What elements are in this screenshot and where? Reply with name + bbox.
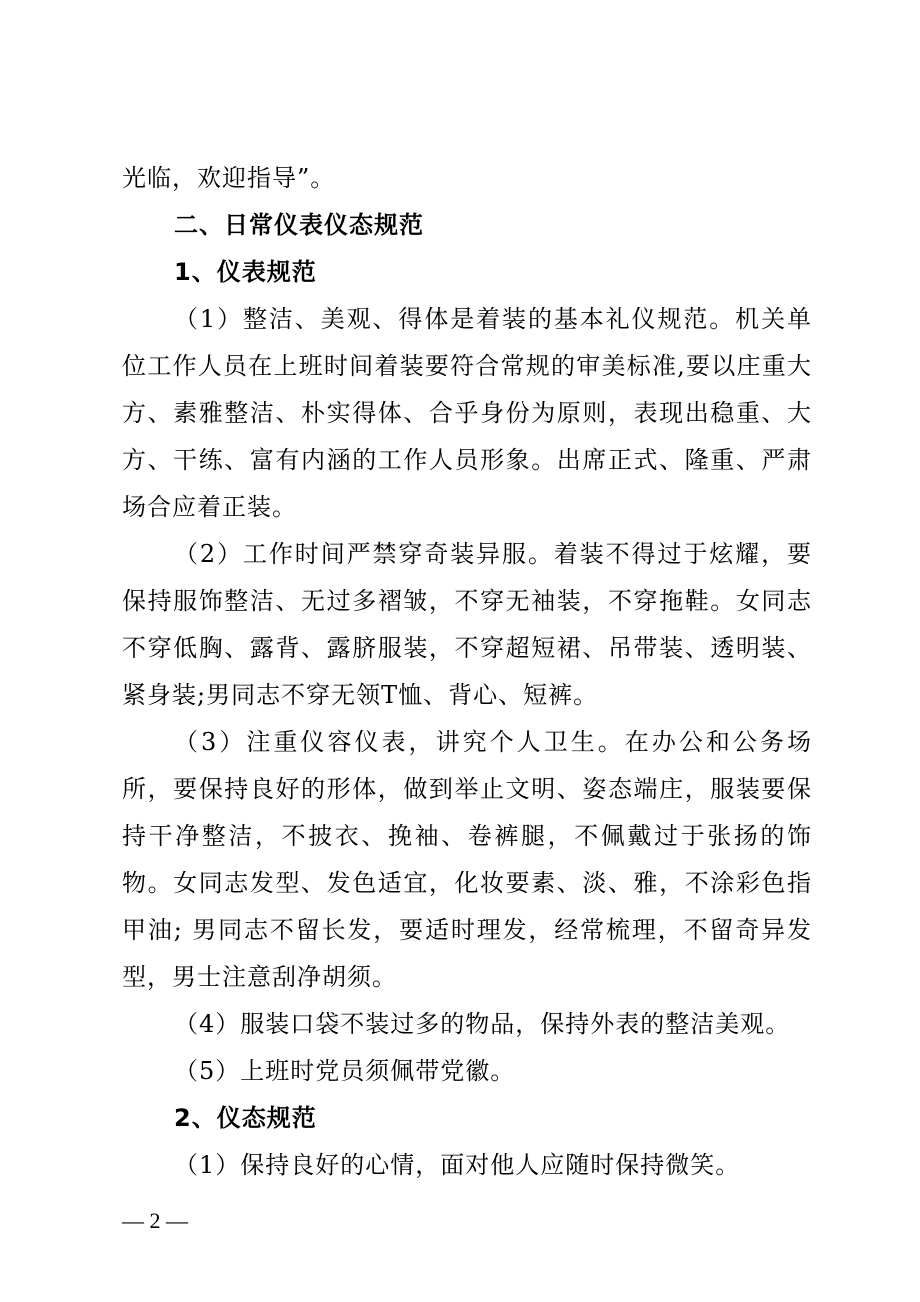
paragraph-pockets: （4）服装口袋不装过多的物品，保持外表的整洁美观。	[174, 1010, 791, 1038]
page-number: — 2 —	[122, 1208, 188, 1233]
paragraph-grooming: （3）注重仪容仪表，讲究个人卫生。在办公和公务场所，要保持良好的形体，做到举止文明、姿态端庄，服装要保持干净整洁，不披衣、挽袖、卷裤腿，不佩戴过于张扬的饰物。女同志发型、发色适宜，化妆要素、淡、雅，不涂彩色指甲油; 男同志不留长发，要适时理发，经常梳理，不留奇异发型，男士注意刮净胡须。	[122, 728, 812, 991]
paragraph-dress-prohibitions: （2）工作时间严禁穿奇装异服。着装不得过于炫耀，要保持服饰整洁、无过多褶皱，不穿无袖装，不穿拖鞋。女同志不穿低胸、露背、露脐服装，不穿超短裙、吊带装、透明装、紧身装;男同志不穿无领T恤、背心、短裤。	[122, 540, 812, 709]
paragraph-smile: （1）保持良好的心情，面对他人应随时保持微笑。	[174, 1151, 741, 1179]
paragraph-party-badge: （5）上班时党员须佩带党徽。	[174, 1057, 516, 1085]
subsection-heading-demeanor: 2、仪态规范	[174, 1104, 317, 1132]
document-body	[122, 155, 812, 1189]
paragraph-continuation: 光临，欢迎指导”。	[122, 164, 336, 192]
paragraph-dress-principles: （1）整洁、美观、得体是着装的基本礼仪规范。机关单位工作人员在上班时间着装要符合常规的审美标准,要以庄重大方、素雅整洁、朴实得体、合乎身份为原则，表现出稳重、大方、干练、富有内涵的工作人员形象。出席正式、隆重、严肃场合应着正装。	[122, 305, 812, 521]
section-heading: 二、日常仪表仪态规范	[174, 211, 424, 239]
subsection-heading-appearance: 1、仪表规范	[174, 258, 317, 286]
